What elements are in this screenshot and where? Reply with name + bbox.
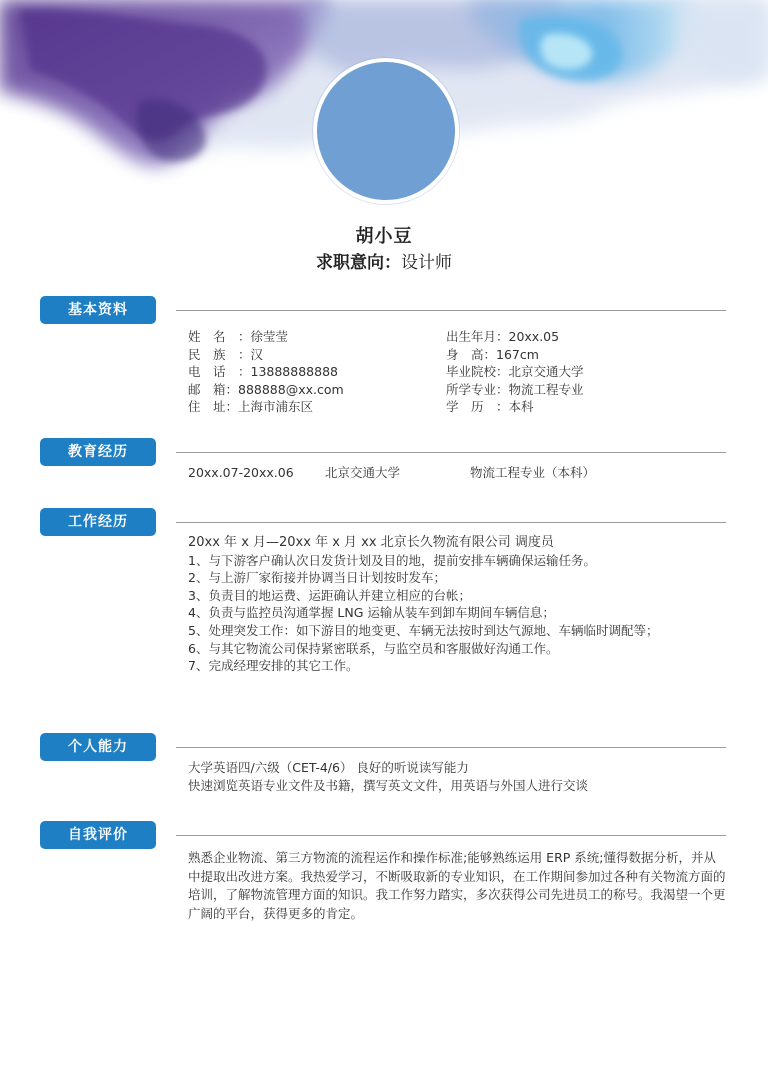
section-divider bbox=[176, 835, 726, 836]
info-address: 住 址：上海市浦东区 bbox=[188, 399, 314, 415]
section-divider bbox=[176, 310, 726, 311]
section-tab-basic: 基本资料 bbox=[40, 296, 156, 324]
skills-line-1: 大学英语四/六级（CET-4/6） 良好的听说读写能力 bbox=[188, 760, 469, 775]
basic-info-right bbox=[446, 328, 584, 416]
edu-major: 物流工程专业（本科） bbox=[470, 465, 596, 480]
list-item: 6、与其它物流公司保持紧密联系，与监空员和客服做好沟通工作。 bbox=[188, 640, 559, 656]
job-intent-value: 设计师 bbox=[401, 253, 452, 273]
work-title: 20xx 年 x 月—20xx 年 x 月 xx 北京长久物流有限公司 调度员 bbox=[188, 535, 554, 550]
list-item: 7、完成经理安排的其它工作。 bbox=[188, 658, 359, 674]
info-school: 毕业院校：北京交通大学 bbox=[446, 364, 584, 380]
info-email: 邮 箱：888888@xx.com bbox=[188, 381, 344, 397]
list-item: 4、负责与监控员沟通掌握 LNG 运输从装车到卸车期间车辆信息； bbox=[188, 605, 555, 621]
edu-period: 20xx.07-20xx.06 bbox=[188, 465, 294, 480]
list-item: 2、与上游厂家衔接并协调当日计划按时发车； bbox=[188, 570, 446, 586]
list-item: 1、与下游客户确认次日发货计划及目的地，提前安排车辆确保运输任务。 bbox=[188, 552, 596, 568]
list-item: 3、负责目的地运费、运距确认并建立相应的台帐； bbox=[188, 587, 471, 603]
section-tab-education: 教育经历 bbox=[40, 438, 156, 466]
section-divider bbox=[176, 522, 726, 523]
self-eval-text: 熟悉企业物流、第三方物流的流程运作和操作标准;能够熟练运用 ERP 系统;懂得数据分析，并从中提取出改进方案。我热爱学习，不断吸取新的专业知识，在工作期间参加过各种有关物流方面的培训，了解物流管理方面的知识。我工作努力踏实，多次获得公司先进员工的称号。我渴望一个更广阔的平台，获得更多的肯定。 bbox=[188, 850, 726, 921]
basic-info-left bbox=[188, 328, 344, 416]
section-tab-self-eval: 自我评价 bbox=[40, 821, 156, 849]
avatar bbox=[313, 58, 459, 204]
work-experience bbox=[188, 534, 658, 675]
section-divider bbox=[176, 452, 726, 453]
section-tab-skills: 个人能力 bbox=[40, 733, 156, 761]
section-divider bbox=[176, 747, 726, 748]
skills-line-2: 快速浏览英语专业文件及书籍，撰写英文文件，用英语与外国人进行交谈 bbox=[188, 778, 589, 793]
info-birth: 出生年月：20xx.05 bbox=[446, 329, 560, 344]
info-height: 身 高：167cm bbox=[446, 346, 539, 362]
list-item: 5、处理突发工作：如下游目的地变更、车辆无法按时到达气源地、车辆临时调配等； bbox=[188, 622, 659, 638]
section-tab-work: 工作经历 bbox=[40, 508, 156, 536]
info-ethnicity: 民 族 ：汉 bbox=[188, 346, 264, 362]
job-intent-label: 求职意向： bbox=[316, 253, 401, 273]
info-major: 所学专业：物流工程专业 bbox=[446, 381, 584, 397]
job-intent bbox=[0, 248, 768, 273]
edu-school: 北京交通大学 bbox=[325, 465, 401, 480]
info-name: 姓 名 ：徐莹莹 bbox=[188, 329, 289, 344]
info-degree: 学 历 ：本科 bbox=[446, 399, 534, 415]
candidate-name: 胡小豆 bbox=[355, 226, 413, 247]
info-phone: 电 话 ：13888888888 bbox=[188, 364, 338, 380]
